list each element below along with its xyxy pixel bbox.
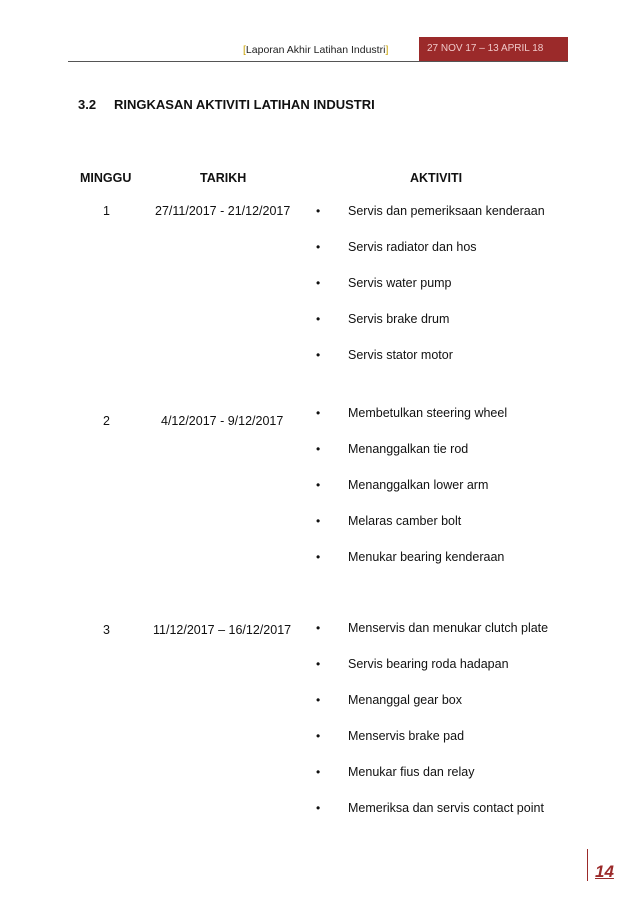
activity-text: Servis dan pemeriksaan kenderaan xyxy=(348,204,545,218)
column-header-aktiviti: AKTIVITI xyxy=(410,171,463,185)
activity-text: Menservis brake pad xyxy=(348,729,465,743)
page-number-divider xyxy=(587,849,588,881)
activity-text: Servis water pump xyxy=(348,276,452,290)
list-item xyxy=(316,657,509,671)
activity-text: Servis stator motor xyxy=(348,348,453,362)
activity-text: Menukar bearing kenderaan xyxy=(348,550,505,564)
bullet-icon: • xyxy=(316,657,321,671)
activity-text: Membetulkan steering wheel xyxy=(348,406,508,420)
activity-text: Melaras camber bolt xyxy=(348,514,462,528)
list-item xyxy=(316,550,504,564)
row-1-week: 1 xyxy=(103,204,110,218)
header-bracket-open: [ xyxy=(243,44,246,56)
bullet-icon: • xyxy=(316,693,321,707)
bullet-icon: • xyxy=(316,550,321,564)
row-3-date: 11/12/2017 – 16/12/2017 xyxy=(153,623,292,637)
list-item xyxy=(316,442,468,456)
row-3-week: 3 xyxy=(103,623,110,637)
list-item xyxy=(316,312,449,326)
section-number: 3.2 xyxy=(78,97,97,112)
header-title-text: Laporan Akhir Latihan Industri xyxy=(245,44,386,56)
list-item xyxy=(316,348,453,362)
bullet-icon: • xyxy=(316,765,321,779)
row-1-date: 27/11/2017 - 21/12/2017 xyxy=(155,204,291,218)
header-date-badge: 27 NOV 17 – 13 APRIL 18 xyxy=(419,37,568,61)
activity-text: Menukar fius dan relay xyxy=(348,765,475,779)
activity-text: Memeriksa dan servis contact point xyxy=(348,801,544,815)
column-header-tarikh: TARIKH xyxy=(200,171,247,185)
list-item xyxy=(316,276,452,290)
activity-text: Servis brake drum xyxy=(348,312,450,326)
list-item xyxy=(316,693,462,707)
activity-text: Menanggalkan lower arm xyxy=(348,478,489,492)
bullet-icon: • xyxy=(316,729,321,743)
section-title: RINGKASAN AKTIVITI LATIHAN INDUSTRI xyxy=(114,97,375,112)
page-number: 14 xyxy=(595,862,614,881)
header-bracket-close: ] xyxy=(385,44,389,56)
row-2-date: 4/12/2017 - 9/12/2017 xyxy=(161,414,284,428)
activity-text: Menanggalkan tie rod xyxy=(348,442,469,456)
bullet-icon: • xyxy=(316,276,321,290)
list-item xyxy=(316,514,461,528)
list-item xyxy=(316,801,544,815)
bullet-icon: • xyxy=(316,514,321,528)
column-header-minggu: MINGGU xyxy=(80,171,132,185)
list-item xyxy=(316,729,464,743)
activity-text: Menanggal gear box xyxy=(348,693,462,707)
header-title xyxy=(243,44,388,56)
bullet-icon: • xyxy=(316,348,321,362)
bullet-icon: • xyxy=(316,240,321,254)
list-item xyxy=(316,478,488,492)
row-2-week: 2 xyxy=(103,414,110,428)
header-divider xyxy=(68,61,568,62)
list-item xyxy=(316,406,507,420)
bullet-icon: • xyxy=(316,801,321,815)
activity-text: Menservis dan menukar clutch plate xyxy=(348,621,549,635)
list-item xyxy=(316,204,545,218)
bullet-icon: • xyxy=(316,204,321,218)
bullet-icon: • xyxy=(316,312,321,326)
list-item xyxy=(316,621,548,635)
bullet-icon: • xyxy=(316,478,321,492)
activity-text: Servis radiator dan hos xyxy=(348,240,477,254)
activity-text: Servis bearing roda hadapan xyxy=(348,657,509,671)
list-item xyxy=(316,240,477,254)
bullet-icon: • xyxy=(316,406,321,420)
list-item xyxy=(316,765,474,779)
bullet-icon: • xyxy=(316,442,321,456)
bullet-icon: • xyxy=(316,621,321,635)
